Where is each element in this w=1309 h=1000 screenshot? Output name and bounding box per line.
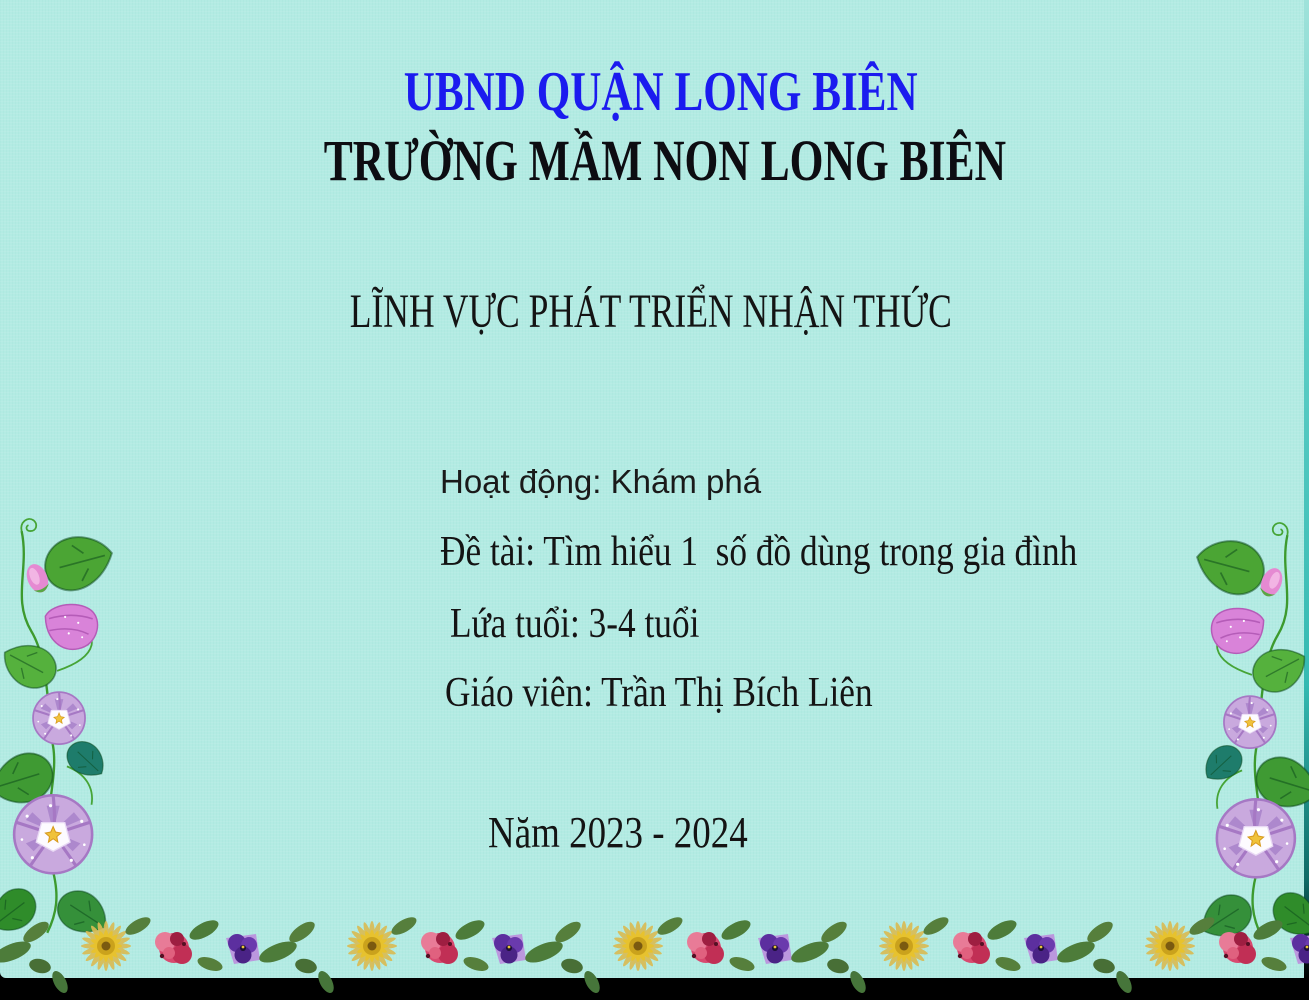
domain-subtitle xyxy=(0,285,1305,338)
flower-garland-bottom xyxy=(0,892,1309,997)
organization-title-text: UBND QUẬN LONG BIÊN xyxy=(403,61,918,123)
activity-line: Hoạt động: Khám phá xyxy=(440,463,762,500)
domain-subtitle-text: LĨNH VỰC PHÁT TRIỂN NHẬN THỨC xyxy=(349,285,952,338)
topic-line: Đề tài: Tìm hiểu 1 số đồ dùng trong gia đình xyxy=(440,529,1078,575)
age-group-line: Lứa tuổi: 3-4 tuổi xyxy=(450,601,700,647)
school-title-text: TRƯỜNG MẦM NON LONG BIÊN xyxy=(323,128,1006,193)
school-year-line: Năm 2023 - 2024 xyxy=(488,808,748,857)
morning-glory-vine-left xyxy=(0,514,126,940)
school-title xyxy=(10,128,1309,193)
morning-glory-vine-right xyxy=(1183,518,1309,944)
organization-title xyxy=(6,61,1309,123)
teacher-line: Giáo viên: Trần Thị Bích Liên xyxy=(445,670,873,716)
